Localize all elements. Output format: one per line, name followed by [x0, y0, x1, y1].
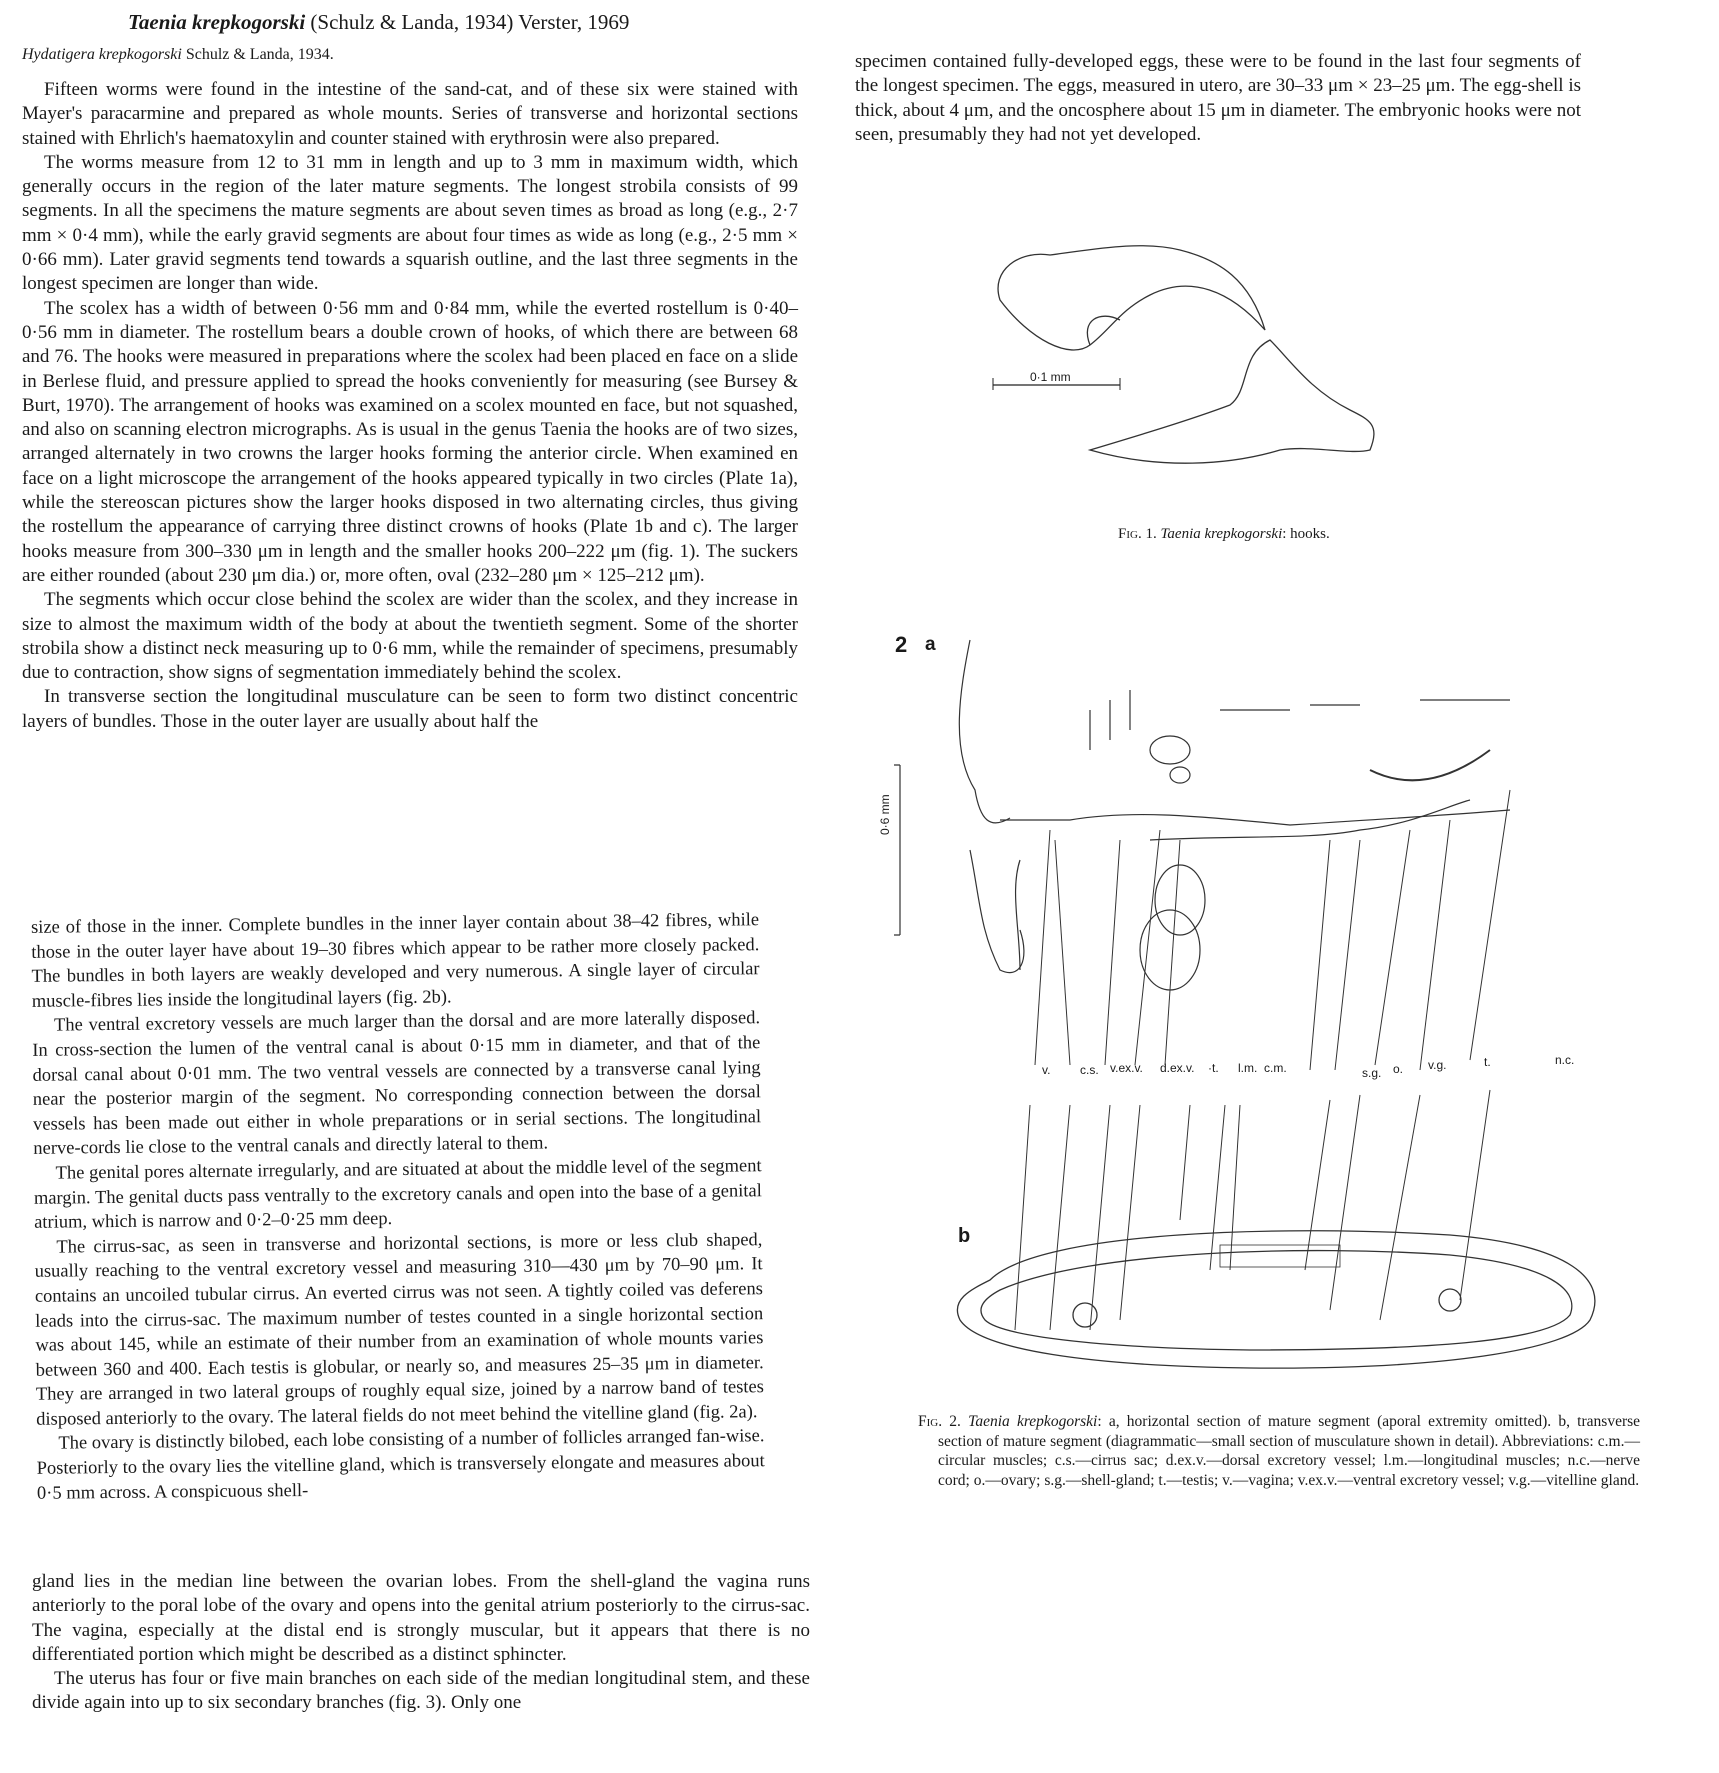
- fig2-scale-label: 0·6 mm: [878, 794, 892, 835]
- paragraph: The genital pores alternate irregularly, and are situated at about the middle level of the segment margin. The genital ducts pass ventrally to the excretory canals and open into the base of a genital atrium, which is narrow and 0·2–0·25 mm deep.: [33, 1156, 762, 1233]
- fig2-label-v: v.: [1042, 1063, 1051, 1077]
- species-name: Taenia krepkogorski: [128, 10, 306, 34]
- species-authority: (Schulz & Landa, 1934) Verster, 1969: [310, 10, 630, 34]
- paragraph: The ovary is distinctly bilobed, each lobe consisting of a number of follicles arranged fan-wise. Posteriorly to the ovary lies the vitelline gland, which is transversely elongate and measures about 0·5 mm across. A conspicuous shell-: [36, 1426, 765, 1504]
- large-hook-drawing: [998, 246, 1265, 350]
- paragraph: The scolex has a width of between 0·56 mm and 0·84 mm, while the everted rostellum is 0·40–0·56 mm in diameter. The rostellum bears a double crown of hooks, of which there are between 68 and 76. The hooks were measured in preparations where the scolex had been placed en face on a slide in Berlese fluid, and pressure applied to spread the hooks conveniently for measuring (see Bursey & Burt, 1970). The arrangement of hooks was examined on a scolex mounted en face, but not squashed, and also on scanning electron micrographs. As is usual in the genus Taenia the hooks are of two sizes, arranged alternately in two crowns the larger hooks forming the anterior circle. When examined en face on a light microscope the arrangement of the hooks appeared typically in two circles (Plate 1a), while the stereoscan pictures show the larger hooks disposed in two alternating circles, thus giving the rostellum the appearance of carrying three distinct crowns of hooks (Plate 1b and c). The larger hooks measure from 300–330 μm in length and the smaller hooks 200–222 μm (fig. 1). The suckers are either rounded (about 230 μm dia.) or, more often, oval (232–280 μm × 125–212 μm).: [22, 297, 798, 586]
- species-heading: [128, 10, 629, 35]
- fig1-caption: [1118, 526, 1330, 543]
- caption-label: Fig. 2.: [918, 1413, 961, 1430]
- fig2-label-vg: v.g.: [1428, 1058, 1447, 1072]
- small-hook-drawing: [1090, 340, 1374, 463]
- caption-text: : a, horizontal section of mature segment (aporal extremity omitted). b, transverse section of mature segment (diagrammatic—small section of musculature shown in detail). Abbreviations: c.m.—circular muscles; c.s.—cirrus sac; d.ex.v.—dorsal excretory vessel; l.m.—longitudinal muscles; n.c.—nerve cord; o.—ovary; s.g.—shell-gland; t.—testis; v.—vagina; v.ex.v.—ventral excretory vessel; v.g.—vitelline gland.: [938, 1413, 1641, 1489]
- right-column-text: [855, 50, 1581, 147]
- fig2-caption: [918, 1412, 1640, 1490]
- caption-species: Taenia krepkogorski: [1160, 526, 1283, 542]
- fig2-label-lm: l.m.: [1238, 1061, 1258, 1075]
- caption-label: Fig. 1.: [1118, 526, 1157, 542]
- paragraph: In transverse section the longitudinal musculature can be seen to form two distinct concentric layers of bundles. Those in the outer layer are usually about half the: [22, 686, 798, 732]
- fig2-label-sg: s.g.: [1362, 1066, 1382, 1080]
- fig2-scale-bar: [894, 765, 900, 935]
- paragraph: size of those in the inner. Complete bundles in the inner layer contain about 38–42 fibres, while those in the outer layer have about 19–30 fibres which appear to be rather more closely packed. The bundles in both layers are weakly developed and very numerous. A single layer of circular muscle-fibres lies inside the longitudinal layers (fig. 2b).: [30, 910, 760, 1012]
- fig2-part-b-label: b: [958, 1225, 971, 1247]
- figure-1-hooks: [980, 220, 1520, 480]
- synonym: [22, 46, 334, 64]
- paragraph: Fifteen worms were found in the intestine of the sand-cat, and of these six were stained with Mayer's paracarmine and prepared as whole mounts. Series of transverse and horizontal sections stained with Ehrlich's haematoxylin and counter stained with erythrosin were also prepared.: [22, 79, 798, 149]
- fig2-label-dexv: d.ex.v.: [1160, 1061, 1195, 1075]
- left-column-upper: [22, 78, 798, 734]
- fig2-label-t: ·t.: [1208, 1061, 1219, 1075]
- fig2-label-nc: n.c.: [1555, 1053, 1575, 1067]
- fig2-label-cm: c.m.: [1264, 1061, 1287, 1075]
- left-column-lower: [32, 1570, 810, 1716]
- paragraph: specimen contained fully-developed eggs, these were to be found in the last four segments of the longest specimen. The eggs, measured in utero, are 30–33 μm × 23–25 μm. The egg-shell is thick, about 4 μm, and the oncosphere about 15 μm in diameter. The embryonic hooks were not seen, presumably they had not yet developed.: [855, 51, 1581, 145]
- paragraph: The ventral excretory vessels are much larger than the dorsal and are more laterally disposed. In cross-section the lumen of the ventral canal is about 0·15 mm in diameter, and that of the dorsal canal about 0·01 mm. The two ventral vessels are connected by a transverse canal lying near the posterior margin of the segment. No corresponding connection between the dorsal vessels has been made out either in whole preparations or in serial sections. The longitudinal nerve-cords lie close to the ventral canals and directly lateral to them.: [32, 1008, 762, 1160]
- fig2-label-o: o.: [1393, 1062, 1404, 1076]
- caption-species: Taenia krepkogorski: [968, 1413, 1098, 1430]
- paragraph: The uterus has four or five main branches on each side of the median longitudinal stem, and these divide again into up to six secondary branches (fig. 3). Only one: [32, 1668, 810, 1714]
- synonym-name: Hydatigera krepkogorski: [22, 46, 182, 63]
- paragraph: The cirrus-sac, as seen in transverse and horizontal sections, is more or less club shaped, usually reaching to the ventral excretory vessel and measuring 310—430 μm by 70–90 μm. It contains an uncoiled tubular cirrus. An everted cirrus was not seen. A tightly coiled vas deferens leads into the cirrus-sac. The maximum number of testes counted in a single horizontal section was about 145, while an estimate of their number from an examination of whole mounts varies between 360 and 400. Each testis is globular, or nearly so, and measures 25–35 μm in diameter. They are arranged in two lateral groups of roughly equal size, joined by a narrow band of testes disposed anteriorly to the ovary. The lateral fields do not meet behind the vitelline gland (fig. 2a).: [34, 1229, 765, 1430]
- fig2-label-vexv: v.ex.v.: [1110, 1061, 1143, 1075]
- fig1-scale-label: 0·1 mm: [1030, 370, 1071, 384]
- left-column-middle: [31, 908, 765, 1506]
- caption-text: : hooks.: [1282, 526, 1330, 542]
- fig2-label-cs: c.s.: [1080, 1063, 1099, 1077]
- fig2-label-t2: t.: [1484, 1055, 1491, 1069]
- fig2-part-a-label: a: [925, 634, 936, 655]
- paragraph: The worms measure from 12 to 31 mm in length and up to 3 mm in maximum width, which generally occurs in the region of the later mature segments. The longest strobila consists of 99 segments. In all the specimens the mature segments are about seven times as broad as long (e.g., 2·7 mm × 0·4 mm), while the early gravid segments are about four times as wide as long (e.g., 2·5 mm × 0·66 mm). Later gravid segments tend towards a squarish outline, and the last three segments in the longest specimen are longer than wide.: [22, 151, 798, 295]
- paragraph: gland lies in the median line between the ovarian lobes. From the shell-gland the vagina runs anteriorly to the poral lobe of the ovary and opens into the genital atrium posteriorly to the cirrus-sac. The vagina, especially at the distal end is strongly muscular, but it appears that there is no differentiated portion which might be described as a distinct sphincter.: [32, 1571, 810, 1665]
- figure-2-sections: [890, 630, 1650, 1390]
- fig2-number: 2: [895, 632, 908, 657]
- paragraph: The segments which occur close behind the scolex are wider than the scolex, and they increase in size to almost the maximum width of the body at about the twentieth segment. Some of the shorter strobila show a distinct neck measuring up to 0·6 mm, while the remainder of specimens, presumably due to contraction, show signs of segmentation immediately behind the scolex.: [22, 589, 798, 684]
- segment-margin: [959, 640, 1024, 973]
- synonym-authority: Schulz & Landa, 1934.: [185, 46, 334, 63]
